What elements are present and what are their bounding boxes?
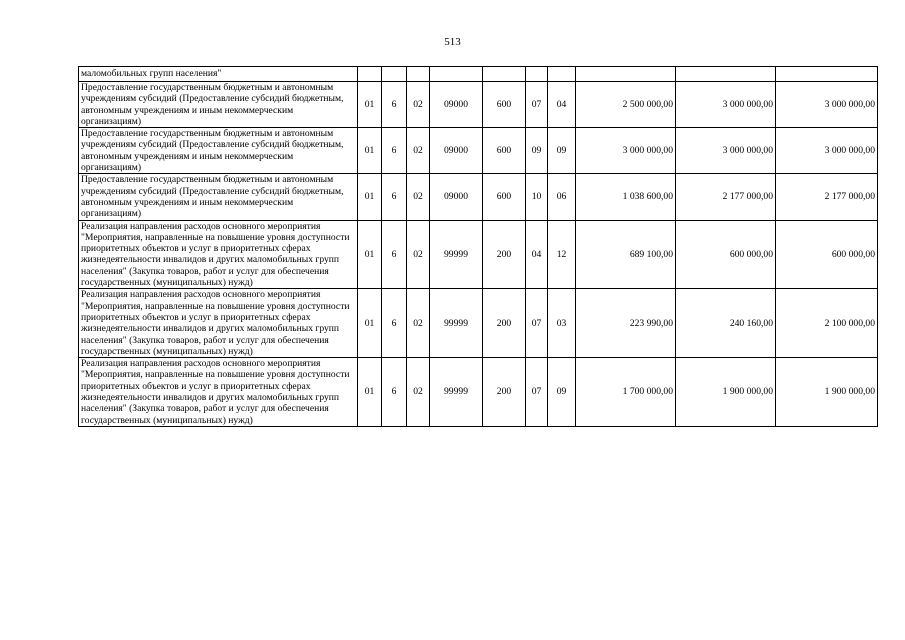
amount-year-3: 1 900 000,00 xyxy=(776,358,878,427)
expense-type-code: 600 xyxy=(483,128,526,174)
program-code: 01 xyxy=(358,358,382,427)
amount-year-2: 2 177 000,00 xyxy=(676,174,776,220)
amount-year-2: 240 160,00 xyxy=(676,289,776,358)
expense-type-code: 200 xyxy=(483,289,526,358)
amount-year-2: 3 000 000,00 xyxy=(676,82,776,128)
event-code: 02 xyxy=(407,128,430,174)
expense-type-code: 600 xyxy=(483,82,526,128)
subprogram-code xyxy=(382,67,407,82)
table-row xyxy=(79,82,878,128)
event-code: 02 xyxy=(407,358,430,427)
amount-year-1: 689 100,00 xyxy=(576,220,676,289)
table-body xyxy=(79,67,878,427)
amount-year-1: 2 500 000,00 xyxy=(576,82,676,128)
amount-year-1 xyxy=(576,67,676,82)
program-code: 01 xyxy=(358,289,382,358)
table-row xyxy=(79,289,878,358)
row-description: Реализация направления расходов основного мероприятия "Мероприятия, направленные на повышение уровня доступности приоритетных объектов и услуг в приоритетных сферах жизнедеятельности инвалидов и других маломобильных групп населения" (Закупка товаров, работ и услуг для обеспечения государственных (муниципальных) нужд) xyxy=(79,358,358,427)
section-code: 07 xyxy=(526,289,548,358)
direction-code: 09000 xyxy=(430,128,483,174)
amount-year-3: 2 100 000,00 xyxy=(776,289,878,358)
program-code: 01 xyxy=(358,174,382,220)
section-code xyxy=(526,67,548,82)
row-description: Предоставление государственным бюджетным и автономным учреждениям субсидий (Предоставление субсидий бюджетным, автономным учреждениям и иным некоммерческим организациям) xyxy=(79,128,358,174)
amount-year-2: 600 000,00 xyxy=(676,220,776,289)
subprogram-code: 6 xyxy=(382,289,407,358)
amount-year-2 xyxy=(676,67,776,82)
subprogram-code: 6 xyxy=(382,174,407,220)
section-code: 07 xyxy=(526,82,548,128)
amount-year-3: 2 177 000,00 xyxy=(776,174,878,220)
row-description: Реализация направления расходов основного мероприятия "Мероприятия, направленные на повышение уровня доступности приоритетных объектов и услуг в приоритетных сферах жизнедеятельности инвалидов и других маломобильных групп населения" (Закупка товаров, работ и услуг для обеспечения государственных (муниципальных) нужд) xyxy=(79,220,358,289)
row-description: Реализация направления расходов основного мероприятия "Мероприятия, направленные на повышение уровня доступности приоритетных объектов и услуг в приоритетных сферах жизнедеятельности инвалидов и других маломобильных групп населения" (Закупка товаров, работ и услуг для обеспечения государственных (муниципальных) нужд) xyxy=(79,289,358,358)
event-code: 02 xyxy=(407,174,430,220)
amount-year-1: 1 700 000,00 xyxy=(576,358,676,427)
program-code: 01 xyxy=(358,82,382,128)
table-row xyxy=(79,128,878,174)
program-code xyxy=(358,67,382,82)
amount-year-3 xyxy=(776,67,878,82)
section-code: 09 xyxy=(526,128,548,174)
amount-year-3: 600 000,00 xyxy=(776,220,878,289)
subsection-code: 06 xyxy=(548,174,576,220)
event-code xyxy=(407,67,430,82)
subprogram-code: 6 xyxy=(382,220,407,289)
program-code: 01 xyxy=(358,220,382,289)
program-code: 01 xyxy=(358,128,382,174)
expense-type-code xyxy=(483,67,526,82)
row-description: Предоставление государственным бюджетным и автономным учреждениям субсидий (Предоставление субсидий бюджетным, автономным учреждениям и иным некоммерческим организациям) xyxy=(79,174,358,220)
direction-code xyxy=(430,67,483,82)
event-code: 02 xyxy=(407,289,430,358)
event-code: 02 xyxy=(407,82,430,128)
subsection-code: 03 xyxy=(548,289,576,358)
direction-code: 09000 xyxy=(430,82,483,128)
subsection-code: 09 xyxy=(548,358,576,427)
expense-type-code: 600 xyxy=(483,174,526,220)
row-description: Предоставление государственным бюджетным и автономным учреждениям субсидий (Предоставление субсидий бюджетным, автономным учреждениям и иным некоммерческим организациям) xyxy=(79,82,358,128)
table-row xyxy=(79,67,878,82)
page-number: 513 xyxy=(444,36,461,48)
direction-code: 99999 xyxy=(430,220,483,289)
amount-year-2: 1 900 000,00 xyxy=(676,358,776,427)
subprogram-code: 6 xyxy=(382,82,407,128)
direction-code: 99999 xyxy=(430,289,483,358)
direction-code: 99999 xyxy=(430,358,483,427)
expense-type-code: 200 xyxy=(483,220,526,289)
section-code: 10 xyxy=(526,174,548,220)
amount-year-1: 3 000 000,00 xyxy=(576,128,676,174)
subprogram-code: 6 xyxy=(382,358,407,427)
amount-year-1: 1 038 600,00 xyxy=(576,174,676,220)
row-description: маломобильных групп населения" xyxy=(79,67,358,82)
amount-year-1: 223 990,00 xyxy=(576,289,676,358)
subsection-code: 12 xyxy=(548,220,576,289)
subsection-code: 09 xyxy=(548,128,576,174)
expense-type-code: 200 xyxy=(483,358,526,427)
table-row xyxy=(79,358,878,427)
section-code: 04 xyxy=(526,220,548,289)
event-code: 02 xyxy=(407,220,430,289)
budget-table xyxy=(78,66,878,427)
direction-code: 09000 xyxy=(430,174,483,220)
table-row xyxy=(79,174,878,220)
table-row xyxy=(79,220,878,289)
subsection-code: 04 xyxy=(548,82,576,128)
subsection-code xyxy=(548,67,576,82)
section-code: 07 xyxy=(526,358,548,427)
amount-year-3: 3 000 000,00 xyxy=(776,128,878,174)
amount-year-2: 3 000 000,00 xyxy=(676,128,776,174)
subprogram-code: 6 xyxy=(382,128,407,174)
amount-year-3: 3 000 000,00 xyxy=(776,82,878,128)
